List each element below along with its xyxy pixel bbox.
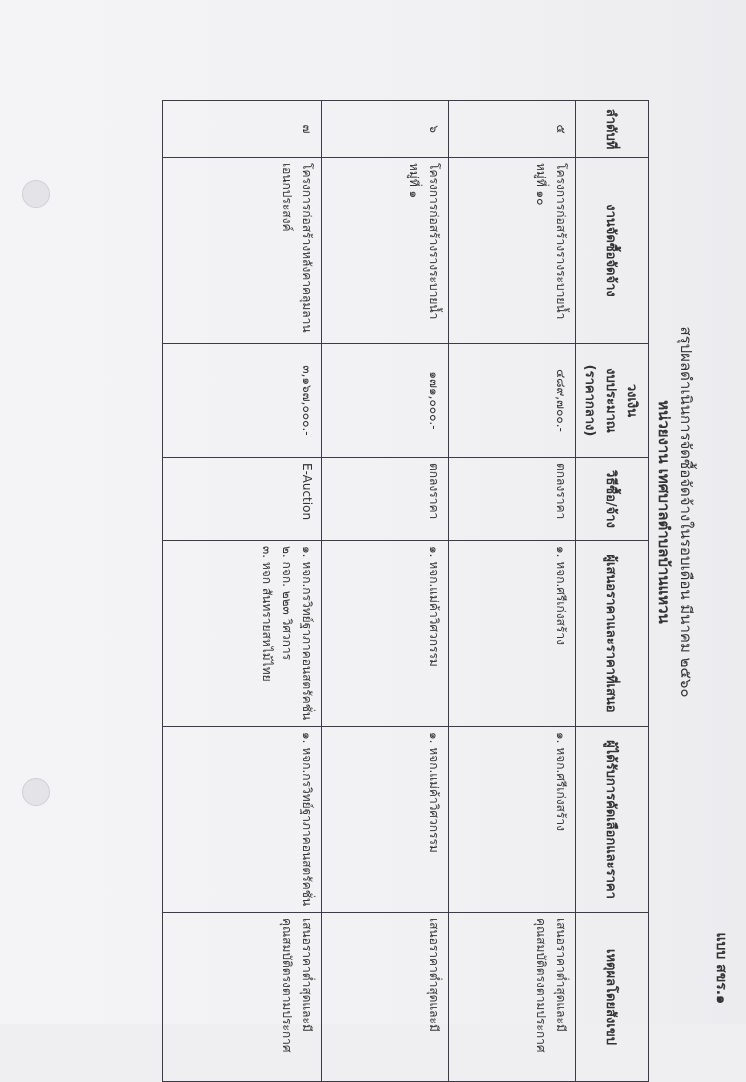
row-reason: เสนอราคาต่ำสุดและมีคุณสมบัติตรงตามประกาศ bbox=[449, 913, 576, 1082]
row-bidders bbox=[322, 541, 449, 727]
row-budget: ๑๗๑,๐๐๐.- bbox=[322, 344, 449, 458]
header-reason: เหตุผลโดยสังเขป bbox=[576, 913, 649, 1082]
row-bidders bbox=[163, 541, 322, 727]
row-budget: ๓,๑๖๗,๐๐๐.- bbox=[163, 344, 322, 458]
header-method: วิธีซื้อ/จ้าง bbox=[576, 458, 649, 541]
header-bidders: ผู้เสนอราคาและราคาที่เสนอ bbox=[576, 541, 649, 727]
table-row bbox=[449, 101, 576, 1082]
row-job: โครงการก่อสร้างหลังคาคลุมลานเอนกประสงค์ bbox=[163, 158, 322, 344]
agency-name: หน่วยงาน เทศบาลตำบลบ้านแหวน bbox=[655, 400, 673, 624]
bidder-entry: ๓. หจก สันทรายสหไม้ไทย bbox=[260, 546, 274, 682]
row-reason: เสนอราคาต่ำสุดและมีคุณสมบัติตรงตามประกาศ bbox=[163, 913, 322, 1082]
header-no: ลำดับที่ bbox=[576, 101, 649, 158]
row-winner: ๑. หจก.ศรีเก่งสร้าง bbox=[449, 727, 576, 913]
table-row bbox=[163, 101, 322, 1082]
row-method: E-Auction bbox=[163, 458, 322, 541]
row-method: ตกลงราคา bbox=[449, 458, 576, 541]
row-no: ๖ bbox=[322, 101, 449, 158]
header-budget-line2: งบประมาณ bbox=[603, 368, 619, 433]
row-no: ๗ bbox=[163, 101, 322, 158]
table-row bbox=[322, 101, 449, 1082]
bidder-entry: ๑. หจก.กรวิทย์ฐาภาคอนสตรัคชั่น bbox=[300, 546, 314, 721]
row-job: โครงการก่อสร้างรางระบายน้ำ หมู่ที่ ๑ bbox=[322, 158, 449, 344]
bidder-entry: ๑. หจก.แม่ค้าวิศวกรรม bbox=[427, 546, 441, 667]
row-budget: ๔๘๙,๗๐๐.- bbox=[449, 344, 576, 458]
header-budget-line1: วงเงิน bbox=[624, 383, 640, 418]
header-winner: ผู้ได้รับการคัดเลือกและราคา bbox=[576, 727, 649, 913]
row-no: ๕ bbox=[449, 101, 576, 158]
header-budget bbox=[576, 344, 649, 458]
row-reason: เสนอราคาต่ำสุดและมี bbox=[322, 913, 449, 1082]
header-job: งานจัดซื้อจัดจ้าง bbox=[576, 158, 649, 344]
row-bidders bbox=[449, 541, 576, 727]
form-code: แบบ สขร.๑ bbox=[713, 932, 729, 1004]
header-budget-line3: (ราคากลาง) bbox=[582, 364, 598, 437]
row-job: โครงการก่อสร้างรางระบายน้ำ หมู่ที่ ๑๐ bbox=[449, 158, 576, 344]
row-winner: ๑. หจก.แม่ค้าวิศวกรรม bbox=[322, 727, 449, 913]
bidder-entry: ๒. กจก. ๒๒๓ วิศวการ bbox=[280, 546, 294, 661]
document-title: สรุปผลดำเนินการจัดซื้อจัดจ้างในรอบเดือน มีนาคม ๒๕๖๐ bbox=[677, 326, 695, 698]
row-winner: ๑. หจก.กรวิทย์ฐาภาคอนสตรัคชั่น bbox=[163, 727, 322, 913]
bidder-entry: ๑. หจก.ศรีเก่งสร้าง bbox=[554, 546, 568, 645]
procurement-table bbox=[162, 100, 649, 1082]
table-header-row bbox=[576, 101, 649, 1082]
row-method: ตกลงราคา bbox=[322, 458, 449, 541]
